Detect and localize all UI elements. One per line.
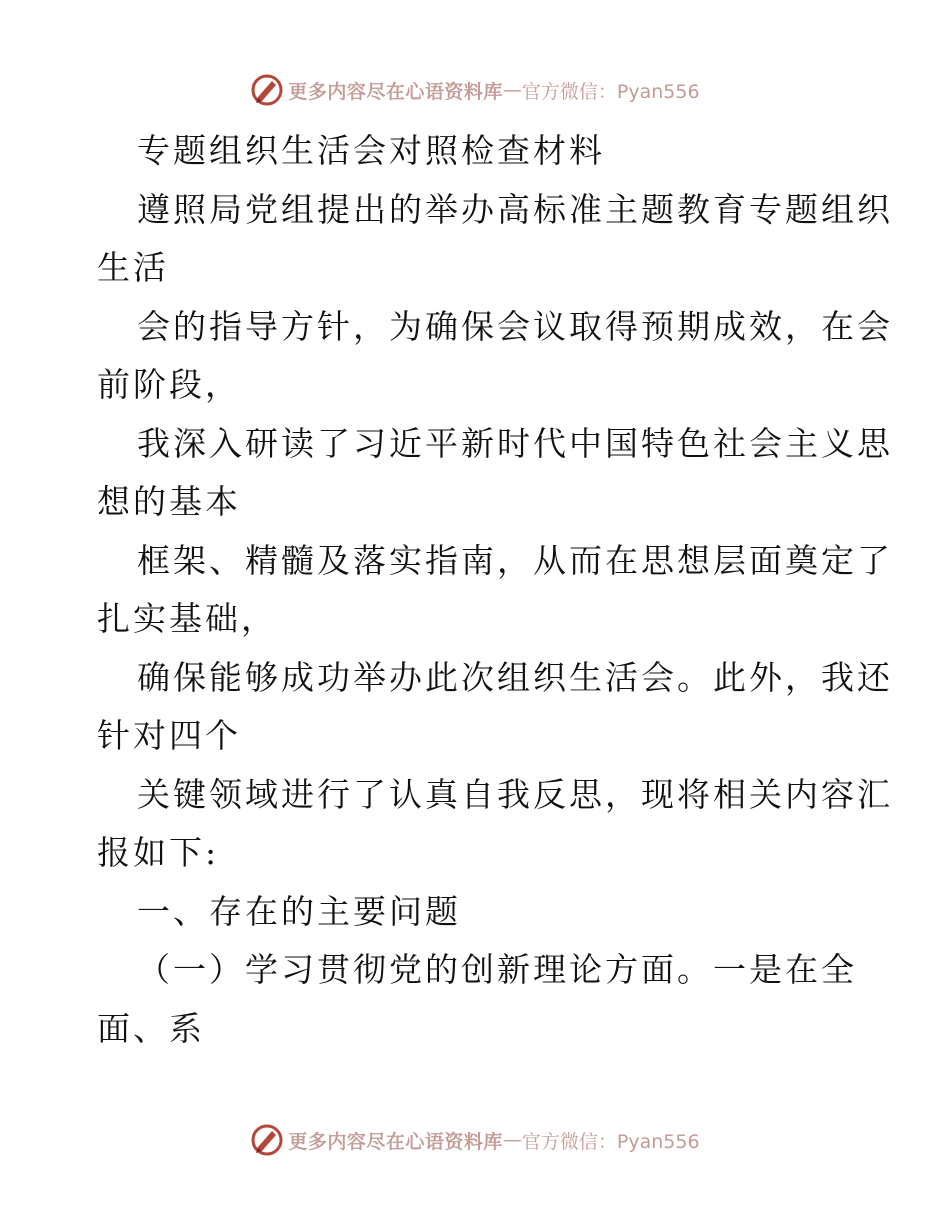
doc-title: 专题组织生活会对照检查材料 — [137, 131, 605, 170]
doc-line: 框架、精髓及落实指南，从而在思想层面奠定了 — [137, 540, 893, 580]
doc-line: 关键领域进行了认真自我反思，现将相关内容汇 — [137, 774, 893, 814]
pen-logo-icon — [250, 1123, 284, 1157]
footer-banner — [0, 1120, 950, 1160]
banner-wechat: 官方微信：Pyan556 — [521, 1130, 700, 1153]
document-body — [97, 122, 893, 1058]
doc-line: 遵照局党组提出的举办高标准主题教育专题组织 — [137, 189, 893, 229]
banner-separator: — — [502, 1129, 522, 1151]
doc-line: 生活 — [97, 248, 169, 287]
doc-line: 针对四个 — [97, 716, 241, 755]
header-banner — [0, 70, 950, 110]
doc-line: 我深入研读了习近平新时代中国特色社会主义思 — [137, 423, 893, 463]
doc-line: 报如下: — [97, 833, 220, 872]
doc-line: 前阶段， — [97, 365, 241, 404]
doc-line: 想的基本 — [97, 482, 241, 521]
banner-wechat: 官方微信：Pyan556 — [521, 80, 700, 103]
banner-separator: — — [502, 79, 522, 101]
doc-line: 会的指导方针，为确保会议取得预期成效，在会 — [137, 306, 893, 346]
doc-line: 面、系 — [97, 1008, 205, 1048]
banner-title: 更多内容尽在心语资料库 — [288, 80, 503, 103]
section-heading: 一、存在的主要问题 — [137, 891, 461, 931]
pen-logo-icon — [250, 73, 284, 107]
subsection-line: （一）学习贯彻党的创新理论方面。一是在全 — [137, 950, 857, 989]
banner-title: 更多内容尽在心语资料库 — [288, 1130, 503, 1153]
doc-line: 扎实基础， — [97, 599, 277, 638]
doc-line: 确保能够成功举办此次组织生活会。此外，我还 — [137, 657, 893, 697]
